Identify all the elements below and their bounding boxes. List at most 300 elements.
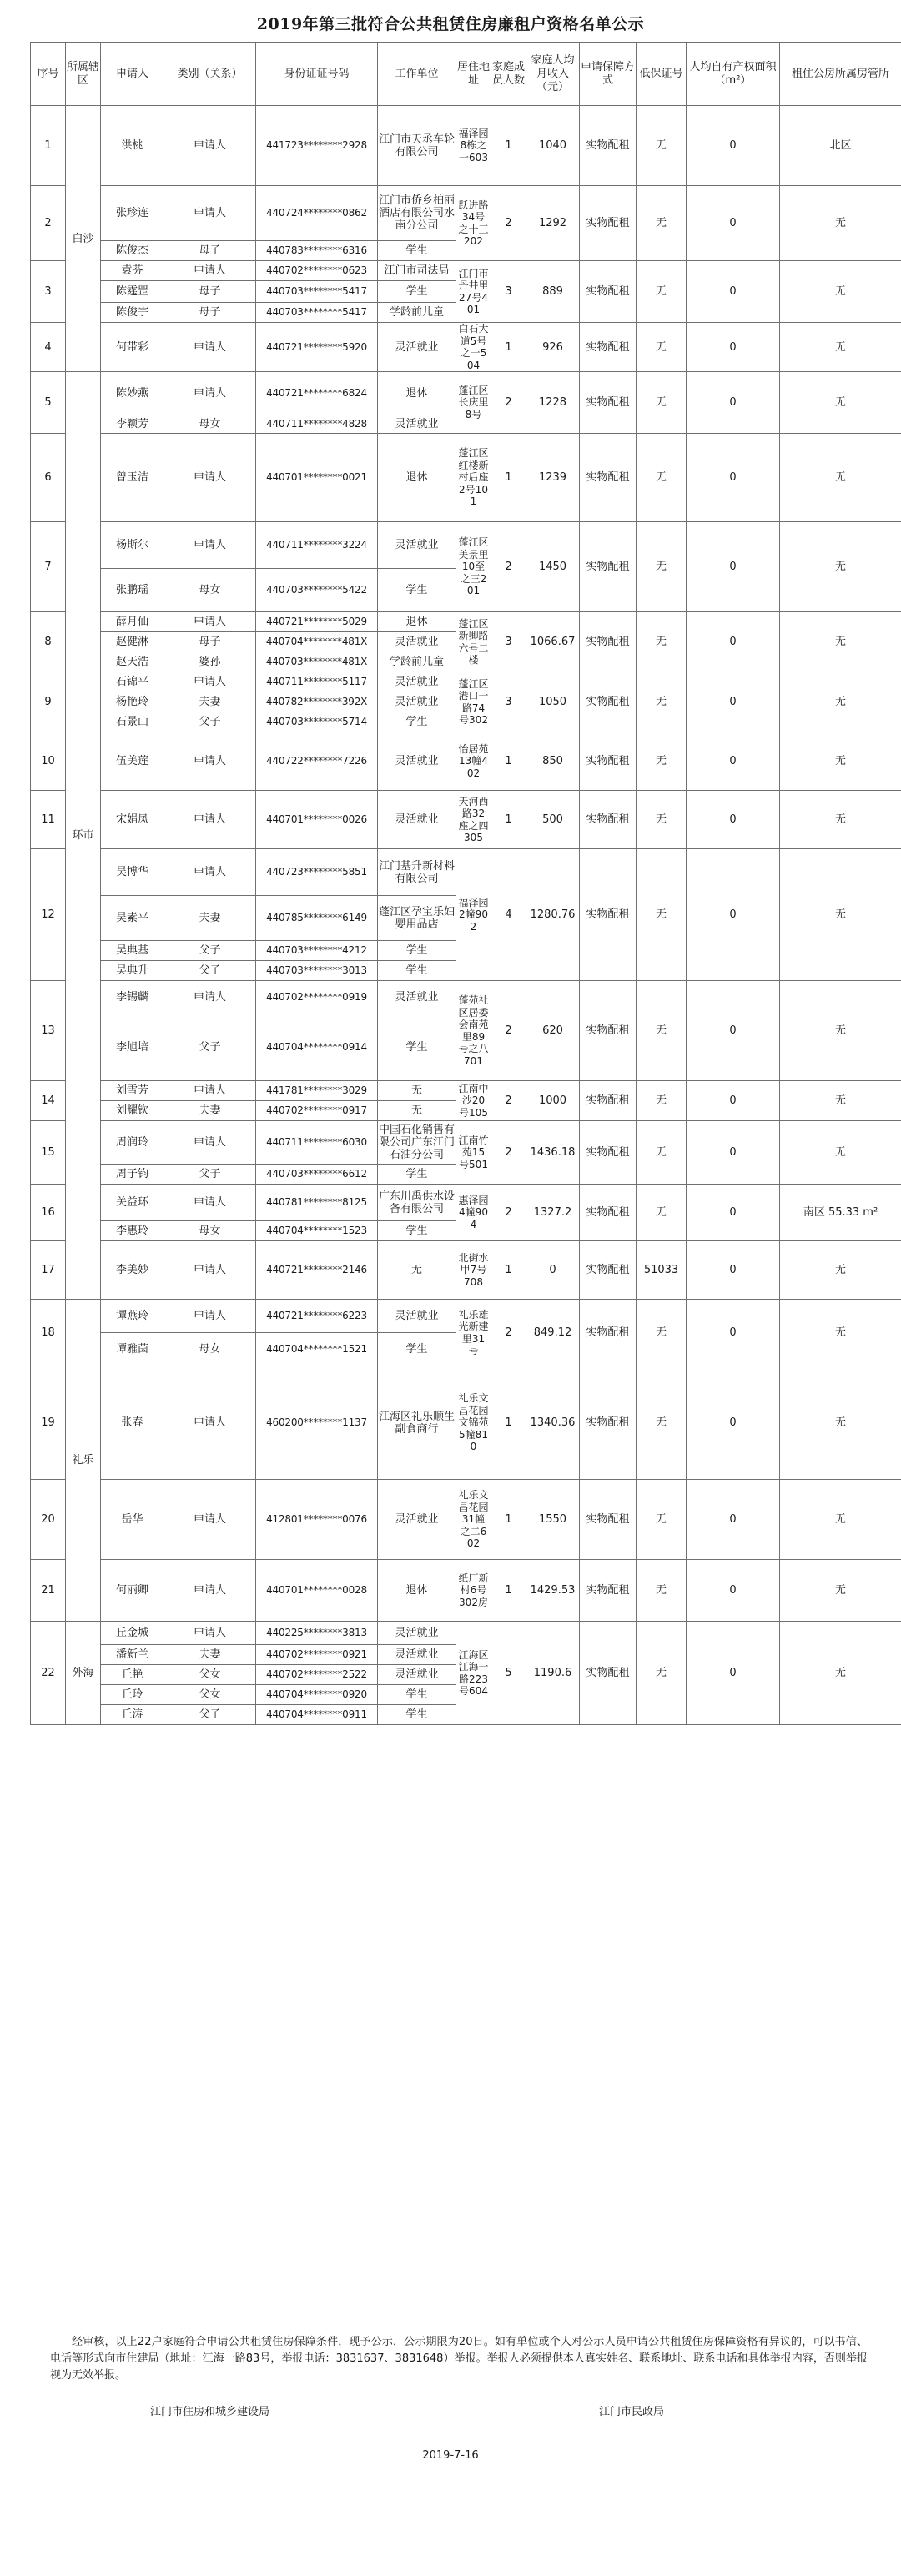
household-size-cell: 2	[491, 1300, 526, 1366]
work-unit-cell: 学生	[378, 961, 456, 981]
id-number-cell: 440703********481X	[256, 652, 378, 672]
household-size-cell: 3	[491, 672, 526, 732]
work-unit-cell: 学生	[378, 1333, 456, 1366]
relation-cell: 申请人	[164, 1622, 256, 1645]
col-header: 申请保障方式	[580, 43, 637, 106]
address-cell: 蓬江区长庆里8号	[456, 372, 491, 434]
method-cell: 实物配租	[580, 372, 637, 434]
member-name-cell: 吴典升	[101, 961, 164, 981]
dibao-cell: 无	[637, 261, 687, 323]
relation-cell: 申请人	[164, 1121, 256, 1165]
member-name-cell: 李惠玲	[101, 1221, 164, 1241]
district-cell: 外海	[66, 1622, 101, 1725]
method-cell: 实物配租	[580, 522, 637, 612]
serial-number-cell: 12	[31, 849, 66, 981]
signature-civil-affairs: 江门市民政局	[599, 2406, 665, 2418]
serial-number-cell: 21	[31, 1560, 66, 1622]
method-cell: 实物配租	[580, 732, 637, 791]
member-name-cell: 曾玉洁	[101, 434, 164, 522]
id-number-cell: 440711********4828	[256, 415, 378, 434]
method-cell: 实物配租	[580, 1300, 637, 1366]
housing-office-cell: 无	[780, 323, 901, 372]
id-number-cell: 440704********1523	[256, 1221, 378, 1241]
relation-cell: 母女	[164, 415, 256, 434]
income-cell: 500	[526, 791, 580, 849]
relation-cell: 申请人	[164, 672, 256, 692]
work-unit-cell: 灵活就业	[378, 415, 456, 434]
method-cell: 实物配租	[580, 1185, 637, 1241]
area-cell: 0	[687, 372, 780, 434]
id-number-cell: 440704********0911	[256, 1705, 378, 1725]
member-name-cell: 赵天浩	[101, 652, 164, 672]
member-name-cell: 关益环	[101, 1185, 164, 1221]
housing-office-cell: 无	[780, 1366, 901, 1480]
household-size-cell: 1	[491, 1480, 526, 1560]
dibao-cell: 无	[637, 522, 687, 612]
id-number-cell: 441781********3029	[256, 1081, 378, 1101]
work-unit-cell: 灵活就业	[378, 1622, 456, 1645]
table-row	[31, 849, 901, 896]
member-name-cell: 刘耀钦	[101, 1101, 164, 1121]
id-number-cell: 440721********5920	[256, 323, 378, 372]
id-number-cell: 440781********8125	[256, 1185, 378, 1221]
member-name-cell: 张鹏瑶	[101, 569, 164, 612]
relation-cell: 母子	[164, 303, 256, 323]
household-size-cell: 2	[491, 1121, 526, 1185]
address-cell: 蓬江区港口一路74号302	[456, 672, 491, 732]
address-cell: 天河西路32座之四305	[456, 791, 491, 849]
method-cell: 实物配租	[580, 1366, 637, 1480]
housing-office-cell: 无	[780, 981, 901, 1081]
dibao-cell: 无	[637, 612, 687, 672]
member-name-cell: 石锦平	[101, 672, 164, 692]
id-number-cell: 412801********0076	[256, 1480, 378, 1560]
relation-cell: 申请人	[164, 612, 256, 632]
work-unit-cell: 灵活就业	[378, 1300, 456, 1333]
member-name-cell: 陈霆罡	[101, 281, 164, 303]
work-unit-cell: 江门市侨乡柏丽酒店有限公司水南分公司	[378, 186, 456, 241]
address-cell: 跃进路34号之十三202	[456, 186, 491, 261]
id-number-cell: 440783********6316	[256, 241, 378, 261]
member-name-cell: 宋娟凤	[101, 791, 164, 849]
dibao-cell: 无	[637, 1300, 687, 1366]
id-number-cell: 440721********6223	[256, 1300, 378, 1333]
member-name-cell: 谭燕玲	[101, 1300, 164, 1333]
col-header: 家庭人均月收入（元）	[526, 43, 580, 106]
serial-number-cell: 4	[31, 323, 66, 372]
member-name-cell: 丘艳	[101, 1665, 164, 1685]
table-row	[31, 372, 901, 415]
income-cell: 0	[526, 1241, 580, 1300]
housing-office-cell: 无	[780, 849, 901, 981]
income-cell: 1066.67	[526, 612, 580, 672]
id-number-cell: 440711********3224	[256, 522, 378, 569]
dibao-cell: 无	[637, 791, 687, 849]
relation-cell: 申请人	[164, 981, 256, 1014]
table-row	[31, 1241, 901, 1300]
household-size-cell: 3	[491, 261, 526, 323]
serial-number-cell: 22	[31, 1622, 66, 1725]
income-cell: 1000	[526, 1081, 580, 1121]
household-size-cell: 3	[491, 612, 526, 672]
member-name-cell: 伍美莲	[101, 732, 164, 791]
income-cell: 849.12	[526, 1300, 580, 1366]
member-name-cell: 刘雪芳	[101, 1081, 164, 1101]
relation-cell: 父女	[164, 1685, 256, 1705]
serial-number-cell: 13	[31, 981, 66, 1081]
id-number-cell: 460200********1137	[256, 1366, 378, 1480]
notice-text	[50, 2334, 868, 2384]
member-name-cell: 薛月仙	[101, 612, 164, 632]
work-unit-cell: 学龄前儿童	[378, 303, 456, 323]
work-unit-cell: 学生	[378, 241, 456, 261]
housing-office-cell: 无	[780, 261, 901, 323]
publish-date: 2019-7-16	[422, 2449, 479, 2462]
area-cell: 0	[687, 1480, 780, 1560]
dibao-cell: 无	[637, 849, 687, 981]
serial-number-cell: 8	[31, 612, 66, 672]
address-cell: 蓬江区新卿路六号二楼	[456, 612, 491, 672]
relation-cell: 申请人	[164, 261, 256, 281]
income-cell: 1040	[526, 106, 580, 186]
id-number-cell: 440703********5422	[256, 569, 378, 612]
method-cell: 实物配租	[580, 1560, 637, 1622]
serial-number-cell: 11	[31, 791, 66, 849]
id-number-cell: 440782********392X	[256, 692, 378, 712]
relation-cell: 申请人	[164, 372, 256, 415]
income-cell: 926	[526, 323, 580, 372]
dibao-cell: 无	[637, 372, 687, 434]
income-cell: 1228	[526, 372, 580, 434]
relation-cell: 申请人	[164, 1366, 256, 1480]
relation-cell: 申请人	[164, 106, 256, 186]
income-cell: 1429.53	[526, 1560, 580, 1622]
relation-cell: 母女	[164, 1333, 256, 1366]
address-cell: 纸厂新村6号302房	[456, 1560, 491, 1622]
id-number-cell: 440711********5117	[256, 672, 378, 692]
work-unit-cell: 学生	[378, 1014, 456, 1081]
id-number-cell: 440701********0026	[256, 791, 378, 849]
work-unit-cell: 学生	[378, 941, 456, 961]
housing-office-cell: 无	[780, 1480, 901, 1560]
col-header: 租住公房所属房管所	[780, 43, 901, 106]
id-number-cell: 440703********5417	[256, 281, 378, 303]
serial-number-cell: 1	[31, 106, 66, 186]
household-size-cell: 2	[491, 1081, 526, 1121]
table-row	[31, 1300, 901, 1333]
household-size-cell: 1	[491, 434, 526, 522]
col-header: 身份证证号码	[256, 43, 378, 106]
dibao-cell: 无	[637, 434, 687, 522]
relation-cell: 夫妻	[164, 1101, 256, 1121]
area-cell: 0	[687, 1241, 780, 1300]
id-number-cell: 440703********5714	[256, 712, 378, 732]
table-row	[31, 732, 901, 791]
work-unit-cell: 灵活就业	[378, 1645, 456, 1665]
page-title: 2019年第三批符合公共租赁住房廉租户资格名单公示	[256, 15, 645, 33]
serial-number-cell: 2	[31, 186, 66, 261]
work-unit-cell: 学生	[378, 1685, 456, 1705]
work-unit-cell: 江门基升新材料有限公司	[378, 849, 456, 896]
relation-cell: 母女	[164, 1221, 256, 1241]
member-name-cell: 何带彩	[101, 323, 164, 372]
serial-number-cell: 14	[31, 1081, 66, 1121]
serial-number-cell: 5	[31, 372, 66, 434]
work-unit-cell: 灵活就业	[378, 692, 456, 712]
work-unit-cell: 无	[378, 1101, 456, 1121]
area-cell: 0	[687, 434, 780, 522]
address-cell: 福泽园8栋之一603	[456, 106, 491, 186]
signature-housing-bureau: 江门市住房和城乡建设局	[150, 2406, 270, 2418]
member-name-cell: 张珍连	[101, 186, 164, 241]
area-cell: 0	[687, 1300, 780, 1366]
work-unit-cell: 退休	[378, 1560, 456, 1622]
income-cell: 1292	[526, 186, 580, 261]
member-name-cell: 丘金城	[101, 1622, 164, 1645]
member-name-cell: 吴素平	[101, 896, 164, 941]
id-number-cell: 440785********6149	[256, 896, 378, 941]
col-header: 类别（关系）	[164, 43, 256, 106]
dibao-cell: 无	[637, 1081, 687, 1121]
household-size-cell: 2	[491, 981, 526, 1081]
dibao-cell: 51033	[637, 1241, 687, 1300]
address-cell: 蓬江区美景里10至之三201	[456, 522, 491, 612]
income-cell: 1280.76	[526, 849, 580, 981]
roster-table	[30, 42, 901, 1725]
work-unit-cell: 江门市天丞车轮有限公司	[378, 106, 456, 186]
housing-office-cell: 无	[780, 1241, 901, 1300]
address-cell: 礼乐文昌花园文锦苑5幢810	[456, 1366, 491, 1480]
table-row	[31, 1185, 901, 1221]
dibao-cell: 无	[637, 1185, 687, 1241]
area-cell: 0	[687, 1622, 780, 1725]
id-number-cell: 440702********0917	[256, 1101, 378, 1121]
relation-cell: 申请人	[164, 1081, 256, 1101]
col-header: 人均自有产权面积（m²）	[687, 43, 780, 106]
member-name-cell: 陈俊杰	[101, 241, 164, 261]
member-name-cell: 李锡麟	[101, 981, 164, 1014]
housing-office-cell: 无	[780, 434, 901, 522]
address-cell: 江南中沙20号105	[456, 1081, 491, 1121]
serial-number-cell: 19	[31, 1366, 66, 1480]
method-cell: 实物配租	[580, 323, 637, 372]
income-cell: 1340.36	[526, 1366, 580, 1480]
dibao-cell: 无	[637, 981, 687, 1081]
work-unit-cell: 灵活就业	[378, 732, 456, 791]
header-row	[31, 43, 901, 106]
household-size-cell: 2	[491, 372, 526, 434]
work-unit-cell: 灵活就业	[378, 522, 456, 569]
work-unit-cell: 学龄前儿童	[378, 652, 456, 672]
relation-cell: 父子	[164, 712, 256, 732]
district-cell: 礼乐	[66, 1300, 101, 1622]
serial-number-cell: 9	[31, 672, 66, 732]
id-number-cell: 440721********5029	[256, 612, 378, 632]
col-header: 居住地址	[456, 43, 491, 106]
relation-cell: 母子	[164, 241, 256, 261]
work-unit-cell: 退休	[378, 612, 456, 632]
relation-cell: 申请人	[164, 434, 256, 522]
method-cell: 实物配租	[580, 1241, 637, 1300]
member-name-cell: 丘涛	[101, 1705, 164, 1725]
address-cell: 蓬江区红楼新村后座2号101	[456, 434, 491, 522]
work-unit-cell: 中国石化销售有限公司广东江门石油分公司	[378, 1121, 456, 1165]
relation-cell: 夫妻	[164, 692, 256, 712]
member-name-cell: 周子钧	[101, 1165, 164, 1185]
work-unit-cell: 无	[378, 1241, 456, 1300]
method-cell: 实物配租	[580, 612, 637, 672]
area-cell: 0	[687, 849, 780, 981]
area-cell: 0	[687, 106, 780, 186]
work-unit-cell: 灵活就业	[378, 672, 456, 692]
relation-cell: 婆孙	[164, 652, 256, 672]
id-number-cell: 440711********6030	[256, 1121, 378, 1165]
table-row	[31, 1121, 901, 1165]
relation-cell: 父子	[164, 1165, 256, 1185]
relation-cell: 申请人	[164, 1560, 256, 1622]
member-name-cell: 陈俊宇	[101, 303, 164, 323]
member-name-cell: 丘玲	[101, 1685, 164, 1705]
method-cell: 实物配租	[580, 1121, 637, 1185]
table-row	[31, 1366, 901, 1480]
address-cell: 北街水甲7号708	[456, 1241, 491, 1300]
income-cell: 1550	[526, 1480, 580, 1560]
work-unit-cell: 灵活就业	[378, 323, 456, 372]
household-size-cell: 1	[491, 1241, 526, 1300]
col-header: 申请人	[101, 43, 164, 106]
method-cell: 实物配租	[580, 672, 637, 732]
id-number-cell: 440704********0920	[256, 1685, 378, 1705]
id-number-cell: 440704********0914	[256, 1014, 378, 1081]
col-header: 工作单位	[378, 43, 456, 106]
serial-number-cell: 17	[31, 1241, 66, 1300]
relation-cell: 夫妻	[164, 896, 256, 941]
id-number-cell: 440721********2146	[256, 1241, 378, 1300]
dibao-cell: 无	[637, 1480, 687, 1560]
work-unit-cell: 江门市司法局	[378, 261, 456, 281]
area-cell: 0	[687, 1121, 780, 1185]
relation-cell: 申请人	[164, 1300, 256, 1333]
member-name-cell: 李颖芳	[101, 415, 164, 434]
id-number-cell: 440721********6824	[256, 372, 378, 415]
table-row	[31, 981, 901, 1014]
housing-office-cell: 无	[780, 1121, 901, 1185]
housing-office-cell: 无	[780, 372, 901, 434]
id-number-cell: 440702********0623	[256, 261, 378, 281]
table-row	[31, 323, 901, 372]
household-size-cell: 2	[491, 522, 526, 612]
dibao-cell: 无	[637, 1366, 687, 1480]
member-name-cell: 石景山	[101, 712, 164, 732]
serial-number-cell: 6	[31, 434, 66, 522]
dibao-cell: 无	[637, 732, 687, 791]
work-unit-cell: 灵活就业	[378, 791, 456, 849]
household-size-cell: 1	[491, 1366, 526, 1480]
work-unit-cell: 灵活就业	[378, 632, 456, 652]
id-number-cell: 440703********4212	[256, 941, 378, 961]
method-cell: 实物配租	[580, 1480, 637, 1560]
table-row	[31, 1560, 901, 1622]
table-row	[31, 522, 901, 569]
member-name-cell: 吴博华	[101, 849, 164, 896]
relation-cell: 申请人	[164, 186, 256, 241]
method-cell: 实物配租	[580, 106, 637, 186]
address-cell: 白石大道5号之一504	[456, 323, 491, 372]
housing-office-cell: 无	[780, 791, 901, 849]
member-name-cell: 吴典基	[101, 941, 164, 961]
area-cell: 0	[687, 1366, 780, 1480]
table-row	[31, 106, 901, 186]
member-name-cell: 杨斯尔	[101, 522, 164, 569]
relation-cell: 母女	[164, 569, 256, 612]
id-number-cell: 440702********0919	[256, 981, 378, 1014]
income-cell: 1050	[526, 672, 580, 732]
district-cell: 白沙	[66, 106, 101, 372]
table-row	[31, 186, 901, 241]
member-name-cell: 张春	[101, 1366, 164, 1480]
household-size-cell: 2	[491, 186, 526, 261]
work-unit-cell: 灵活就业	[378, 1480, 456, 1560]
household-size-cell: 2	[491, 1185, 526, 1241]
col-header: 所属辖区	[66, 43, 101, 106]
member-name-cell: 何丽卿	[101, 1560, 164, 1622]
work-unit-cell: 学生	[378, 1705, 456, 1725]
id-number-cell: 440724********0862	[256, 186, 378, 241]
table-row	[31, 612, 901, 632]
dibao-cell: 无	[637, 1622, 687, 1725]
serial-number-cell: 7	[31, 522, 66, 612]
household-size-cell: 1	[491, 106, 526, 186]
table-row	[31, 261, 901, 281]
work-unit-cell: 退休	[378, 434, 456, 522]
work-unit-cell: 学生	[378, 281, 456, 303]
work-unit-cell: 蓬江区孕宝乐妇婴用品店	[378, 896, 456, 941]
dibao-cell: 无	[637, 1121, 687, 1185]
work-unit-cell: 退休	[378, 372, 456, 415]
member-name-cell: 袁芬	[101, 261, 164, 281]
id-number-cell: 441723********2928	[256, 106, 378, 186]
method-cell: 实物配租	[580, 849, 637, 981]
dibao-cell: 无	[637, 672, 687, 732]
work-unit-cell: 广东川禹供水设备有限公司	[378, 1185, 456, 1221]
work-unit-cell: 江海区礼乐顺生副食商行	[378, 1366, 456, 1480]
address-cell: 礼乐雄光新建里31号	[456, 1300, 491, 1366]
household-size-cell: 1	[491, 732, 526, 791]
id-number-cell: 440225********3813	[256, 1622, 378, 1645]
relation-cell: 申请人	[164, 323, 256, 372]
relation-cell: 父子	[164, 1705, 256, 1725]
id-number-cell: 440722********7226	[256, 732, 378, 791]
relation-cell: 申请人	[164, 732, 256, 791]
member-name-cell: 赵健淋	[101, 632, 164, 652]
col-header: 家庭成员人数	[491, 43, 526, 106]
address-cell: 怡居苑13幢402	[456, 732, 491, 791]
table-row	[31, 434, 901, 522]
housing-office-cell: 无	[780, 1622, 901, 1725]
id-number-cell: 440701********0021	[256, 434, 378, 522]
relation-cell: 申请人	[164, 1241, 256, 1300]
notice-paragraph: 经审核，以上22户家庭符合申请公共租赁住房保障条件，现予公示，公示期限为20日。如有单位或个人对公示人员申请公共租赁住房保障资格有异议的，可以书信、电话等形式向市住建局（地址：江海一路83号，举报电话：3831637、3831648）举报。举报人必须提供本人真实姓名、联系地址、联系电话和具体举报内容，否则举报视为无效举报。	[50, 2336, 868, 2382]
address-cell: 江门市丹井里27号401	[456, 261, 491, 323]
relation-cell: 夫妻	[164, 1645, 256, 1665]
work-unit-cell: 灵活就业	[378, 1665, 456, 1685]
serial-number-cell: 15	[31, 1121, 66, 1185]
area-cell: 0	[687, 981, 780, 1081]
income-cell: 1239	[526, 434, 580, 522]
address-cell: 江海区江海一路223号604	[456, 1622, 491, 1725]
household-size-cell: 4	[491, 849, 526, 981]
work-unit-cell: 学生	[378, 569, 456, 612]
